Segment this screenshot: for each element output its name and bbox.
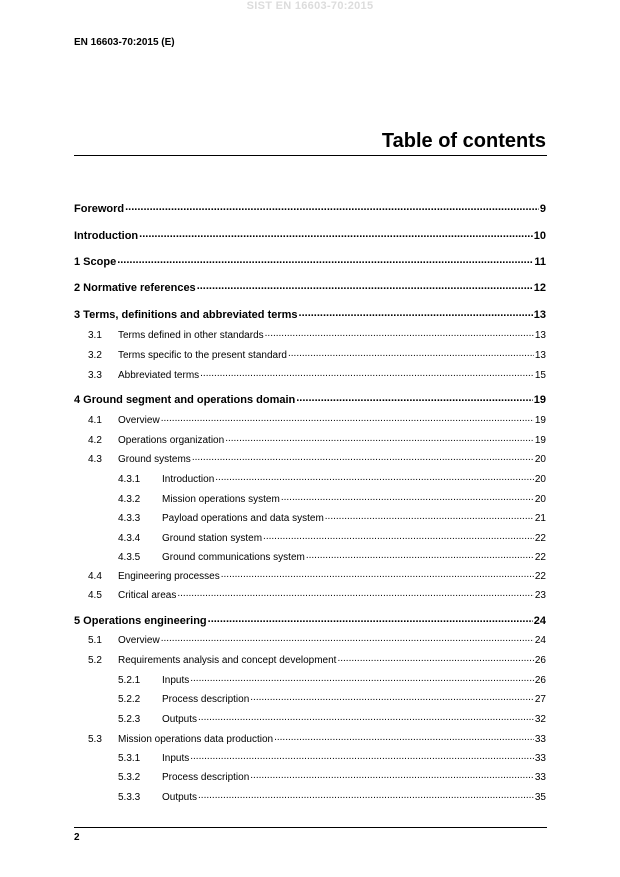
toc-entry-number: 5.3.1 bbox=[118, 753, 141, 764]
page-number: 2 bbox=[74, 832, 80, 843]
dot-leader bbox=[200, 368, 534, 378]
dot-leader bbox=[197, 281, 533, 291]
toc-entry-page: 24 bbox=[534, 635, 546, 646]
toc-entry-title: Engineering processes bbox=[118, 571, 220, 582]
toc-entry[interactable] bbox=[88, 588, 546, 602]
toc-entry[interactable] bbox=[118, 712, 546, 726]
toc-entry-page: 21 bbox=[534, 513, 546, 524]
toc-entry-page: 23 bbox=[534, 590, 546, 601]
toc-entry-title: Requirements analysis and concept development bbox=[118, 655, 337, 666]
toc-entry-page: 22 bbox=[534, 571, 546, 582]
dot-leader bbox=[221, 569, 534, 579]
dot-leader bbox=[215, 472, 534, 482]
toc-entry-page: 26 bbox=[534, 655, 546, 666]
toc-entry-page: 12 bbox=[533, 282, 546, 294]
toc-entry-title: 4 Ground segment and operations domain bbox=[74, 394, 296, 406]
toc-entry-title: Foreword bbox=[74, 203, 125, 215]
toc-entry[interactable] bbox=[88, 433, 546, 447]
toc-entry-page: 11 bbox=[534, 256, 546, 268]
toc-entry[interactable] bbox=[118, 472, 546, 486]
toc-entry[interactable] bbox=[118, 531, 546, 545]
toc-entry-page: 33 bbox=[534, 734, 546, 745]
toc-entry-page: 20 bbox=[534, 454, 546, 465]
toc-entry-number: 4.3.1 bbox=[118, 474, 141, 485]
toc-entry-page: 33 bbox=[534, 772, 546, 783]
toc-entry-title: Mission operations system bbox=[162, 494, 280, 505]
toc-entry-number: 5.1 bbox=[88, 635, 102, 646]
toc-entry-title: 3 Terms, definitions and abbreviated terms bbox=[74, 309, 298, 321]
toc-entry-page: 20 bbox=[534, 474, 546, 485]
toc-entry-page: 35 bbox=[534, 792, 546, 803]
toc-entry[interactable] bbox=[88, 413, 546, 427]
dot-leader bbox=[265, 328, 534, 338]
toc-entry[interactable] bbox=[118, 511, 546, 525]
toc-entry-number: 5.2.1 bbox=[118, 675, 141, 686]
dot-leader bbox=[225, 433, 534, 443]
toc-entry[interactable] bbox=[118, 751, 546, 765]
toc-entry[interactable] bbox=[74, 281, 546, 295]
toc-entry[interactable] bbox=[88, 328, 546, 342]
toc-entry-title: Overview bbox=[118, 635, 160, 646]
toc-entry[interactable] bbox=[88, 653, 546, 667]
toc-entry-page: 26 bbox=[534, 675, 546, 686]
toc-entry-page: 13 bbox=[533, 309, 546, 321]
toc-entry[interactable] bbox=[74, 255, 546, 269]
toc-entry-title: Process description bbox=[162, 772, 250, 783]
toc-entry-page: 20 bbox=[534, 494, 546, 505]
toc-entry-title: 2 Normative references bbox=[74, 282, 196, 294]
footer-divider bbox=[74, 827, 547, 828]
toc-entry-number: 5.3 bbox=[88, 734, 102, 745]
toc-entry-title: Ground systems bbox=[118, 454, 191, 465]
dot-leader bbox=[198, 790, 534, 800]
toc-entry[interactable] bbox=[118, 550, 546, 564]
dot-leader bbox=[274, 732, 534, 742]
toc-entry-page: 32 bbox=[534, 714, 546, 725]
toc-entry-page: 10 bbox=[533, 230, 546, 242]
toc-entry-page: 19 bbox=[533, 394, 546, 406]
toc-entry-number: 5.2.3 bbox=[118, 714, 141, 725]
toc-entry-title: Mission operations data production bbox=[118, 734, 274, 745]
dot-leader bbox=[161, 633, 534, 643]
toc-entry[interactable] bbox=[88, 732, 546, 746]
toc-entry-number: 4.1 bbox=[88, 415, 102, 426]
dot-leader bbox=[250, 692, 534, 702]
toc-entry[interactable] bbox=[88, 633, 546, 647]
dot-leader bbox=[337, 653, 533, 663]
toc-entry[interactable] bbox=[74, 308, 546, 322]
dot-leader bbox=[325, 511, 534, 521]
toc-entry-number: 3.1 bbox=[88, 330, 102, 341]
toc-entry-title: Outputs bbox=[162, 714, 198, 725]
dot-leader bbox=[125, 202, 539, 212]
toc-entry-number: 4.3.4 bbox=[118, 533, 141, 544]
toc-entry[interactable] bbox=[88, 368, 546, 382]
toc-entry[interactable] bbox=[118, 673, 546, 687]
dot-leader bbox=[263, 531, 534, 541]
toc-entry-number: 5.2 bbox=[88, 655, 102, 666]
toc-entry-page: 33 bbox=[534, 753, 546, 764]
toc-entry-title: Introduction bbox=[162, 474, 215, 485]
dot-leader bbox=[192, 452, 534, 462]
toc-entry-title: Payload operations and data system bbox=[162, 513, 324, 524]
toc-entry[interactable] bbox=[118, 790, 546, 804]
toc-entry-number: 4.3.3 bbox=[118, 513, 141, 524]
toc-entry-page: 22 bbox=[534, 533, 546, 544]
toc-entry-number: 5.3.2 bbox=[118, 772, 141, 783]
dot-leader bbox=[250, 770, 534, 780]
toc-entry-number: 4.5 bbox=[88, 590, 102, 601]
toc-entry-title: Outputs bbox=[162, 792, 198, 803]
toc-entry[interactable] bbox=[88, 348, 546, 362]
toc-entry-number: 4.4 bbox=[88, 571, 102, 582]
toc-entry[interactable] bbox=[74, 393, 546, 407]
toc-entry-title: Introduction bbox=[74, 230, 139, 242]
dot-leader bbox=[296, 393, 533, 403]
toc-entry-page: 13 bbox=[534, 350, 546, 361]
toc-entry-page: 24 bbox=[533, 615, 546, 627]
toc-entry-title: Operations organization bbox=[118, 435, 225, 446]
toc-entry[interactable] bbox=[88, 569, 546, 583]
dot-leader bbox=[281, 492, 534, 502]
toc-entry-page: 19 bbox=[534, 435, 546, 446]
toc-entry-number: 4.3.5 bbox=[118, 552, 141, 563]
toc-entry[interactable] bbox=[88, 452, 546, 466]
dot-leader bbox=[208, 614, 533, 624]
toc-entry[interactable] bbox=[74, 614, 546, 628]
dot-leader bbox=[190, 673, 534, 683]
toc-entry-title: Critical areas bbox=[118, 590, 177, 601]
toc-entry-number: 4.2 bbox=[88, 435, 102, 446]
dot-leader bbox=[198, 712, 534, 722]
watermark: SIST EN 16603-70:2015 bbox=[246, 0, 374, 12]
toc-entry-title: Overview bbox=[118, 415, 160, 426]
toc-entry-title: 1 Scope bbox=[74, 256, 117, 268]
toc-entry-title: Ground station system bbox=[162, 533, 263, 544]
dot-leader bbox=[306, 550, 534, 560]
toc-entry[interactable] bbox=[118, 692, 546, 706]
dot-leader bbox=[117, 255, 533, 265]
toc-entry-title: Ground communications system bbox=[162, 552, 305, 563]
page-title: Table of contents bbox=[381, 130, 546, 152]
toc-entry-number: 4.3 bbox=[88, 454, 102, 465]
toc-entry-title: Inputs bbox=[162, 675, 190, 686]
dot-leader bbox=[177, 588, 534, 598]
toc-entry[interactable] bbox=[74, 229, 546, 243]
toc-entry-page: 13 bbox=[534, 330, 546, 341]
dot-leader bbox=[288, 348, 534, 358]
toc-entry-title: Abbreviated terms bbox=[118, 370, 200, 381]
toc-entry-number: 3.3 bbox=[88, 370, 102, 381]
document-id: EN 16603-70:2015 (E) bbox=[74, 37, 175, 48]
toc-entry-page: 15 bbox=[534, 370, 546, 381]
toc-entry[interactable] bbox=[118, 492, 546, 506]
toc-entry-title: Terms defined in other standards bbox=[118, 330, 264, 341]
dot-leader bbox=[161, 413, 534, 423]
toc-entry-page: 19 bbox=[534, 415, 546, 426]
toc-entry-number: 5.2.2 bbox=[118, 694, 141, 705]
toc-entry-number: 4.3.2 bbox=[118, 494, 141, 505]
toc-entry-number: 3.2 bbox=[88, 350, 102, 361]
toc-entry[interactable] bbox=[118, 770, 546, 784]
toc-entry-page: 9 bbox=[539, 203, 546, 215]
toc-entry-page: 22 bbox=[534, 552, 546, 563]
toc-entry-number: 5.3.3 bbox=[118, 792, 141, 803]
dot-leader bbox=[139, 229, 533, 239]
toc-entry-title: Process description bbox=[162, 694, 250, 705]
toc-entry-page: 27 bbox=[534, 694, 546, 705]
dot-leader bbox=[299, 308, 533, 318]
toc-entry[interactable] bbox=[74, 202, 546, 216]
toc-entry-title: 5 Operations engineering bbox=[74, 615, 207, 627]
dot-leader bbox=[190, 751, 534, 761]
toc-entry-title: Inputs bbox=[162, 753, 190, 764]
toc-entry-title: Terms specific to the present standard bbox=[118, 350, 287, 361]
